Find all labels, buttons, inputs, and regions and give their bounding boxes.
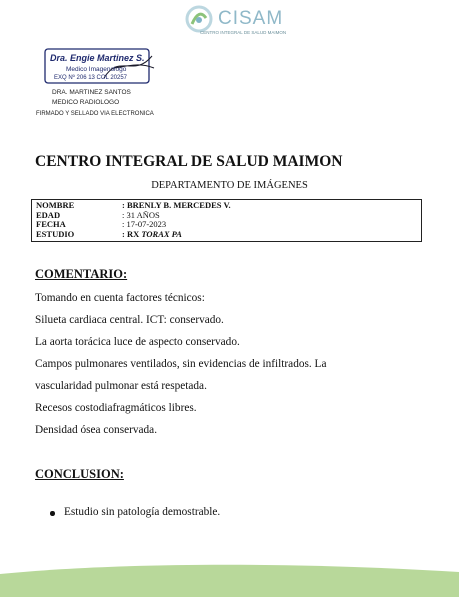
comentario-line: Densidad ósea conservada. <box>35 424 158 436</box>
cisam-logo <box>178 2 288 40</box>
signature-title: MEDICO RADIOLOGO <box>52 99 120 106</box>
conclusion-bullet: Estudio sin patología demostrable. <box>64 506 221 518</box>
edad-label: EDAD <box>36 209 61 220</box>
stamp-exequatur: EXQ Nº 206 13 COL 20257 <box>54 75 128 81</box>
signature-note: FIRMADO Y SELLADO VIA ELECTRONICA <box>36 111 154 117</box>
comentario-line: vascularidad pulmonar está respetada. <box>35 380 207 392</box>
comentario-line: Tomando en cuenta factores técnicos: <box>35 292 205 304</box>
estudio-name: TORAX PA <box>141 228 182 239</box>
nombre-label: NOMBRE <box>36 200 75 210</box>
fecha-label: FECHA <box>36 219 66 230</box>
patient-row-nombre <box>36 201 421 211</box>
comentario-heading: COMENTARIO: <box>35 267 128 281</box>
nombre-value: : BRENLY B. MERCEDES V. <box>122 200 231 210</box>
logo-subtitle: CENTRO INTEGRAL DE SALUD MAIMON <box>200 30 287 35</box>
comentario-line: Campos pulmonares ventilados, sin evidencias de infiltrados. La <box>35 358 327 370</box>
document-title: CENTRO INTEGRAL DE SALUD MAIMON <box>35 153 343 170</box>
conclusion-heading: CONCLUSION: <box>35 467 124 481</box>
logo-text: CISAM <box>218 8 284 29</box>
department-title: DEPARTAMENTO DE IMÁGENES <box>151 180 308 191</box>
estudio-label: ESTUDIO <box>36 228 75 239</box>
comentario-line: Recesos costodiafragmáticos libres. <box>35 402 197 414</box>
patient-row-estudio <box>36 230 421 240</box>
estudio-prefix: : RX <box>122 228 142 239</box>
stamp-doctor-role: Medico Imagenologo <box>66 66 127 73</box>
edad-value: : 31 AÑOS <box>122 209 160 220</box>
signature-name: DRA. MARTINEZ SANTOS <box>52 89 131 96</box>
patient-row-edad <box>36 211 421 221</box>
bullet-icon <box>50 511 55 516</box>
patient-info-box <box>31 199 422 242</box>
estudio-value <box>122 230 182 240</box>
patient-row-fecha <box>36 220 421 230</box>
comentario-line: La aorta torácica luce de aspecto conservado. <box>35 336 240 348</box>
stamp-doctor-name: Dra. Engie Martinez S. <box>50 53 145 63</box>
footer-wave <box>0 560 459 597</box>
comentario-line: Silueta cardiaca central. ICT: conservado. <box>35 314 224 326</box>
fecha-value: : 17-07-2023 <box>122 219 167 230</box>
